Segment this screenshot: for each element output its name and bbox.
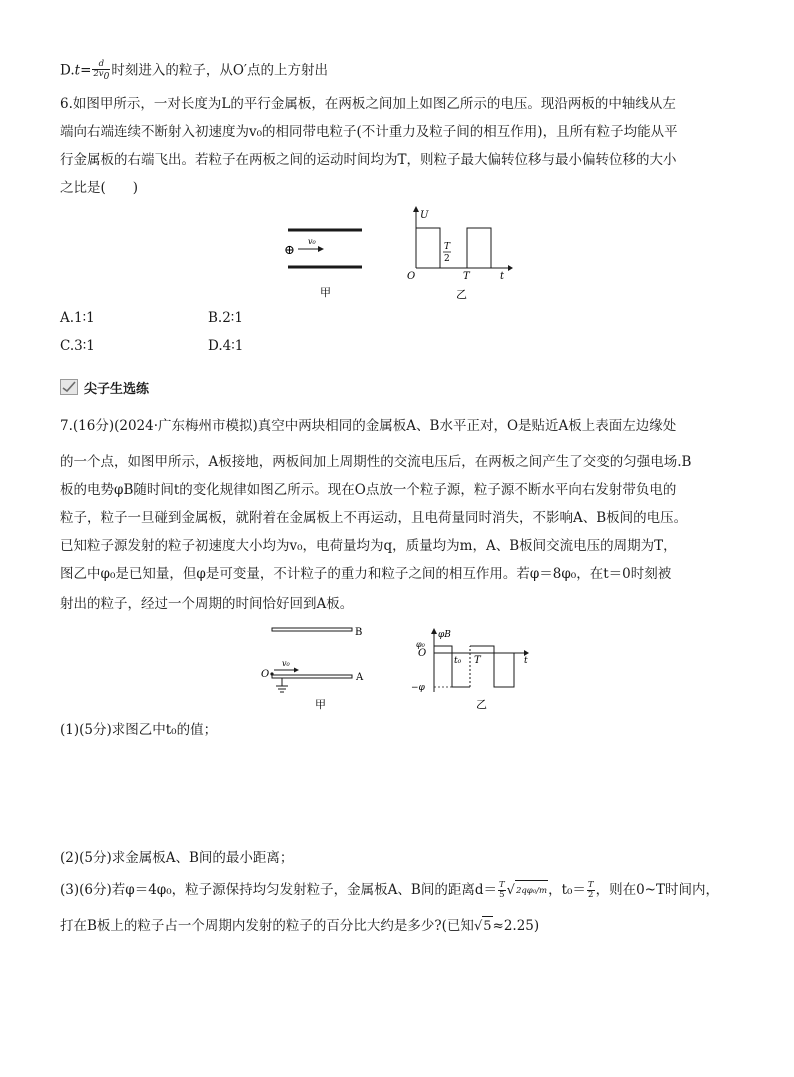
t-axis-arrow-icon xyxy=(508,265,513,271)
point-o xyxy=(270,672,273,675)
q6-line-3: 行金属板的右端飞出。若粒子在两板之间的运动时间均为T，则粒子最大偏转位移与最小偏转位移的大小 xyxy=(60,152,677,168)
voltage-pulse-1 xyxy=(416,228,440,268)
voltage-pulse-2 xyxy=(467,228,491,268)
q6-line-4: 之比是( ) xyxy=(60,180,139,196)
option-text: 时刻进入的粒子，从O′点的上方射出 xyxy=(111,62,328,79)
fraction-denominator: 2 xyxy=(588,890,594,900)
section-title: 尖子生选练 xyxy=(84,381,150,397)
u-axis-arrow-icon xyxy=(413,206,419,212)
u-axis-label: U xyxy=(420,210,429,221)
plate-b xyxy=(272,628,352,631)
q6-figure-jia xyxy=(278,222,370,302)
figure-caption: 乙 xyxy=(476,698,487,711)
T-tick-label: T xyxy=(463,271,470,282)
sub3-text-c: ，则在0~T时间内， xyxy=(595,882,719,898)
sub3-text-b: ，t₀＝ xyxy=(548,882,586,898)
q6-option-d[interactable]: D.4∶1 xyxy=(208,338,244,354)
q6-option-b[interactable]: B.2∶1 xyxy=(208,310,243,326)
q7-line-5: 已知粒子源发射的粒子初速度大小均为v₀，电荷量均为q，质量均为m，A、B板间交流电压的周期为T， xyxy=(60,538,677,554)
q6-option-a[interactable]: A.1∶1 xyxy=(60,310,95,326)
sub3-text-a: (3)(6分)若φ＝4φ₀，粒子源保持均匀发射粒子，金属板A、B间的距离d＝ xyxy=(60,882,497,898)
sub3-line2-text-b: ≈2.25) xyxy=(492,918,540,934)
plate-a-label: A xyxy=(356,672,364,683)
fraction-denominator: 2v xyxy=(93,69,104,79)
t-axis-label: t xyxy=(524,656,528,666)
q7-line-4: 粒子，粒子一旦碰到金属板，就附着在金属板上不再运动，且电荷量同时消失，不影响A、B板间的电压。 xyxy=(60,510,688,526)
fraction-numerator: d xyxy=(92,60,110,70)
T-tick-label: T xyxy=(474,655,481,666)
q7-sub-3-line-2 xyxy=(60,916,539,937)
q5-option-d xyxy=(60,60,328,82)
sub3-line2-text-a: 打在B板上的粒子占一个周期内发射的粒子的百分比大约是多少?(已知 xyxy=(60,918,474,934)
fraction-numerator: T xyxy=(587,880,594,890)
sub3-d-fraction xyxy=(498,881,506,900)
q7-figure-jia xyxy=(256,622,376,714)
fraction-numerator: T xyxy=(498,880,505,890)
phi-axis-arrow-icon xyxy=(431,628,437,634)
half-T-denominator: 2 xyxy=(444,254,450,264)
q7-line-6: 图乙中φ₀是已知量，但φ是可变量，不计粒子的重力和粒子之间的相互作用。若φ＝8φ₀，在t＝0时刻被 xyxy=(60,566,672,582)
potential-wave-2 xyxy=(470,646,514,687)
phi0-label: φ₀ xyxy=(416,640,425,649)
q7-sub-1: (1)(5分)求图乙中t₀的值； xyxy=(60,722,218,738)
plate-a xyxy=(272,675,352,678)
plate-b-label: B xyxy=(355,627,363,638)
t-axis-label: t xyxy=(500,271,505,282)
half-T-numerator: T xyxy=(444,242,451,252)
origin-label: O xyxy=(407,271,416,282)
figure-caption: 甲 xyxy=(315,698,326,711)
q7-figure-yi xyxy=(408,628,534,716)
q6-figure-yi xyxy=(404,204,516,302)
velocity-label: v₀ xyxy=(308,237,316,246)
neg-phi-label: −φ xyxy=(411,683,425,693)
t0-label: t₀ xyxy=(454,656,462,666)
q7-sub-2: (2)(5分)求金属板A、B间的最小距离； xyxy=(60,850,294,866)
q7-line-2: 的一个点，如图甲所示，A板接地，两板间加上周期性的交流电压后，在两板之间产生了交变的匀强电场.B xyxy=(60,454,692,470)
pencil-check-icon xyxy=(60,379,78,395)
sqrt-sign-icon: √ xyxy=(473,919,483,934)
equals-sign: = xyxy=(80,62,92,79)
option-prefix: D. xyxy=(60,62,75,79)
velocity-label: v₀ xyxy=(282,659,290,668)
figure-caption: 甲 xyxy=(320,286,331,299)
particle-symbol: ⊕ xyxy=(284,243,295,258)
arrow-head-icon xyxy=(294,668,299,673)
q6-line-1: 6.如图甲所示，一对长度为L的平行金属板，在两板之间加上如图乙所示的电压。现沿两板的中轴线从左 xyxy=(60,96,676,112)
q7-sub-3-line-1 xyxy=(60,880,719,901)
sub3-t0-fraction xyxy=(587,881,595,900)
q7-line-7: 射出的粒子，经过一个周期的时间恰好回到A板。 xyxy=(60,596,354,612)
q6-line-2: 端向右端连续不断射入初速度为v₀的相同带电粒子(不计重力及粒子间的相互作用)，且所有粒子均能从平 xyxy=(60,124,678,140)
sqrt-sign-icon: √ xyxy=(506,883,515,898)
point-o-label: O xyxy=(261,669,270,680)
time-variable: t xyxy=(74,62,81,79)
fraction-denominator: 5 xyxy=(499,890,505,900)
sqrt-radicand: 5 xyxy=(482,916,492,937)
q7-line-3: 板的电势φB随时间t的变化规律如图乙所示。现在O点放一个粒子源，粒子源不断水平向右发射带负电的 xyxy=(60,482,677,498)
q7-line-1: 7.(16分)(2024·广东梅州市模拟)真空中两块相同的金属板A、B水平正对，O是贴近A板上表面左边缘处 xyxy=(60,418,677,434)
q6-option-c[interactable]: C.3∶1 xyxy=(60,338,95,354)
section-heading xyxy=(60,376,149,398)
d-over-2v0-fraction xyxy=(92,60,110,82)
fraction-subscript: 0 xyxy=(103,72,110,82)
origin-label: O xyxy=(418,648,427,659)
phi-b-label: φB xyxy=(438,630,451,640)
arrow-head-icon xyxy=(318,246,324,252)
sqrt-radicand: 2qφ₀/m xyxy=(515,880,548,901)
figure-caption: 乙 xyxy=(456,288,467,301)
